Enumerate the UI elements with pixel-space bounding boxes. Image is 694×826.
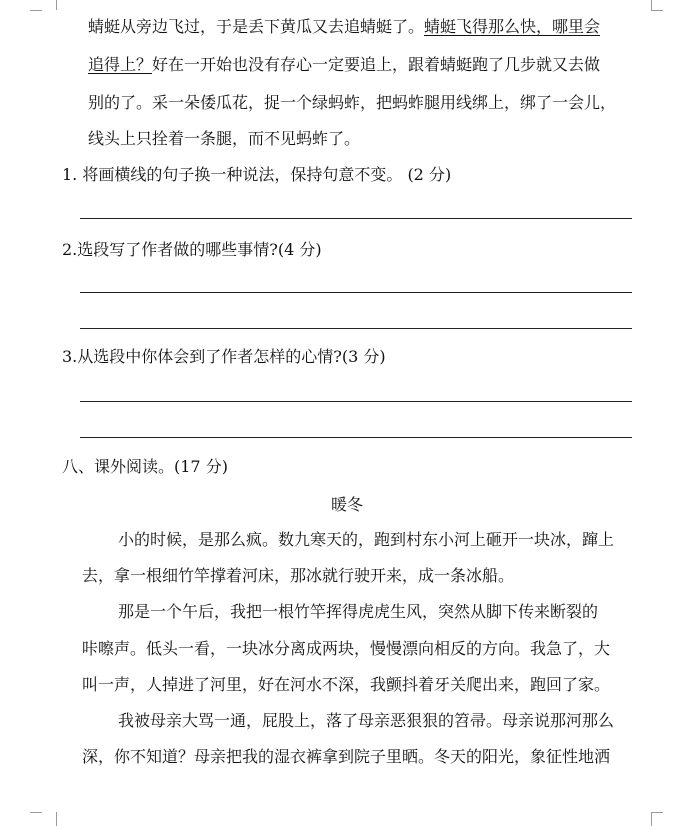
question-1: 1. 将画横线的句子换一种说法，保持句意不变。 (2 分) — [62, 165, 452, 184]
excerpt-line-4: 线头上只拴着一条腿，而不见蚂蚱了。 — [88, 129, 361, 148]
margin-mark-bottom-right — [651, 812, 666, 826]
passage-line: 小的时候，是那么疯。数九寒天的，跑到村东小河上砸开一块冰，蹿上 — [118, 530, 615, 549]
passage-line: 我被母亲大骂一通，屁股上，落了母亲恶狠狠的笤帚。母亲说那河那么 — [118, 711, 615, 730]
margin-mark-top-right-h — [651, 10, 663, 11]
margin-mark-bottom-left — [42, 812, 57, 826]
passage-title: 暖冬 — [330, 495, 363, 514]
question-3: 3.从选段中你体会到了作者怎样的心情?(3 分) — [62, 347, 386, 366]
passage-line: 咔嚓声。低头一看，一块冰分离成两块，慢慢漂向相反的方向。我急了，大 — [82, 639, 611, 658]
excerpt-line-1-text: 蜻蜓从旁边飞过，于是丢下黄瓜又去追蜻蜓了。 — [88, 17, 425, 36]
margin-mark-top-right — [651, 0, 666, 10]
passage-line: 叫一声，人掉进了河里，好在河水不深，我颤抖着牙关爬出来，跑回了家。 — [82, 675, 611, 694]
underlined-sentence-part-2: 追得上？ — [88, 55, 153, 74]
answer-line-2b[interactable] — [80, 328, 632, 329]
answer-line-1[interactable] — [80, 218, 632, 219]
passage-line: 去，拿一根细竹竿撑着河床，那冰就行驶开来，成一条冰船。 — [82, 566, 515, 585]
answer-line-3b[interactable] — [80, 437, 632, 438]
margin-mark-top-left — [42, 0, 57, 10]
margin-mark-bottom-right-h — [651, 812, 663, 813]
excerpt-line-3: 别的了。采一朵倭瓜花，捉一个绿蚂蚱，把蚂蚱腿用线绑上，绑了一会儿， — [88, 93, 617, 112]
margin-mark-top-left-h — [30, 10, 42, 11]
section-heading: 八、课外阅读。(17 分) — [62, 457, 228, 476]
underlined-sentence-part-1: 蜻蜓飞得那么快，哪里会 — [424, 17, 601, 36]
passage-line: 那是一个午后，我把一根竹竿挥得虎虎生风，突然从脚下传来断裂的 — [118, 602, 599, 621]
answer-line-2a[interactable] — [80, 292, 632, 293]
excerpt-line-2-text: 好在一开始也没有存心一定要追上，跟着蜻蜓跑了几步就又去做 — [152, 55, 601, 74]
passage-line: 深，你不知道？母亲把我的湿衣裤拿到院子里晒。冬天的阳光，象征性地洒 — [82, 747, 611, 766]
answer-line-3a[interactable] — [80, 401, 632, 402]
excerpt-line-2 — [88, 55, 600, 75]
question-2: 2.选段写了作者做的哪些事情?(4 分) — [62, 240, 322, 259]
excerpt-line-1 — [88, 17, 600, 37]
margin-mark-bottom-left-h — [30, 812, 42, 813]
